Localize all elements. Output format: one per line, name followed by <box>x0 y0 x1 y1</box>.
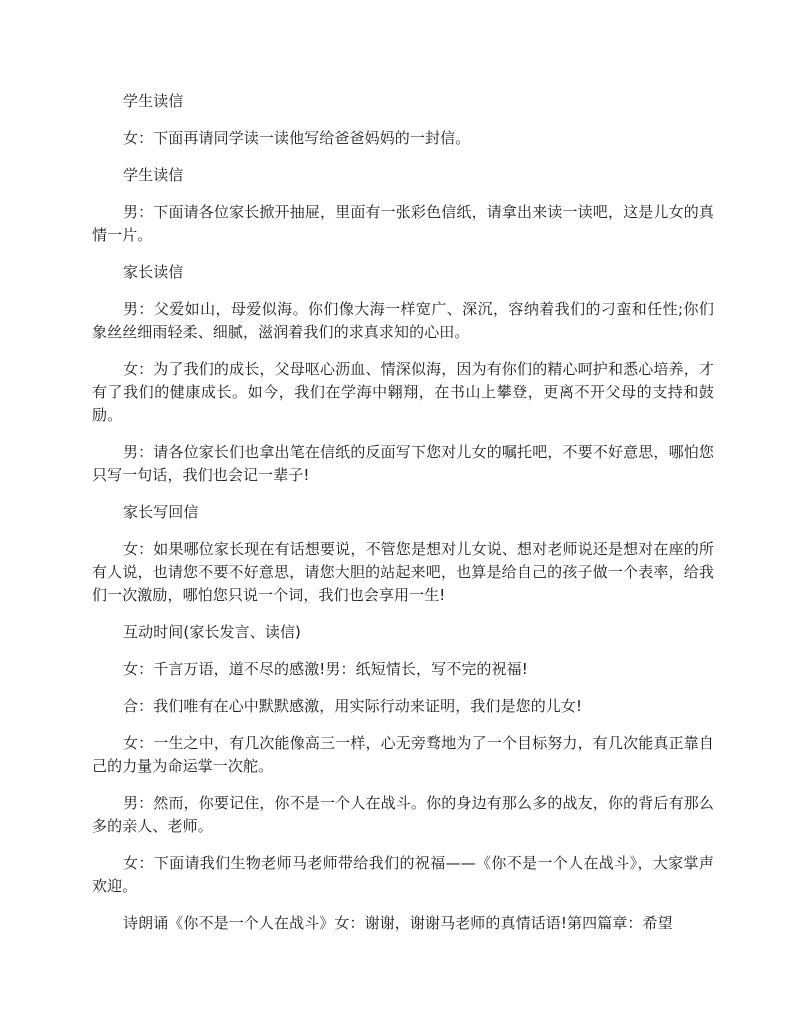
paragraph-female-invite-student: 女：下面再请同学读一读他写给爸爸妈妈的一封信。 <box>123 129 471 147</box>
paragraph-thanks-blessing: 女：千言万语，道不尽的感激!男：纸短情长，写不完的祝福! <box>123 660 528 678</box>
paragraph-interaction-time: 互动时间(家长发言、读信) <box>123 623 302 641</box>
paragraph-parents-write-back: 家长写回信 <box>123 503 199 521</box>
paragraph-male-not-alone: 男：然而，你要记住，你不是一个人在战斗。你的身边有那么多的战友，你的背后有那么多的亲人、老师。 <box>92 794 714 835</box>
paragraph-female-growth: 女：为了我们的成长，父母呕心沥血、情深似海，因为有你们的精心呵护和悉心培养，才有了我们的健康成长。如今，我们在学海中翱翔，在书山上攀登，更离不开父母的支持和鼓励。 <box>92 360 714 424</box>
paragraph-poem-recital: 诗朗诵《你不是一个人在战斗》女：谢谢，谢谢马老师的真情话语!第四篇章：希望 <box>123 914 673 932</box>
paragraph-student-reads-1: 学生读信 <box>123 92 184 110</box>
paragraph-together: 合：我们唯有在心中默默感激，用实际行动来证明，我们是您的儿女! <box>123 697 583 715</box>
paragraph-parents-read: 家长读信 <box>123 263 184 281</box>
paragraph-male-father-mother: 男：父爱如山，母爱似海。你们像大海一样宽广、深沉，容纳着我们的刁蛮和任性;你们象丝丝细雨轻柔、细腻，滋润着我们的求真求知的心田。 <box>92 300 714 341</box>
paragraph-female-teacher-ma: 女：下面请我们生物老师马老师带给我们的祝福——《你不是一个人在战斗》，大家掌声欢迎。 <box>92 854 714 895</box>
paragraph-male-open-drawer: 男：下面请各位家长掀开抽屉，里面有一张彩色信纸，请拿出来读一读吧，这是儿女的真情一片。 <box>92 203 714 244</box>
paragraph-male-write-reply: 男：请各位家长们也拿出笔在信纸的反面写下您对儿女的嘱托吧，不要不好意思，哪怕您只写一句话，我们也会记一辈子! <box>92 443 714 484</box>
paragraph-female-parents-speak: 女：如果哪位家长现在有话想要说，不管您是想对儿女说、想对老师说还是想对在座的所有人说，也请您不要不好意思，请您大胆的站起来吧，也算是给自己的孩子做一个表率，给我们一次激励，哪怕您只说一个词，我们也会享用一生! <box>92 540 714 604</box>
paragraph-female-senior-year: 女：一生之中，有几次能像高三一样，心无旁骛地为了一个目标努力，有几次能真正靠自己的力量为命运掌一次舵。 <box>92 734 714 775</box>
document-body <box>92 90 714 949</box>
paragraph-student-reads-2: 学生读信 <box>123 166 184 184</box>
